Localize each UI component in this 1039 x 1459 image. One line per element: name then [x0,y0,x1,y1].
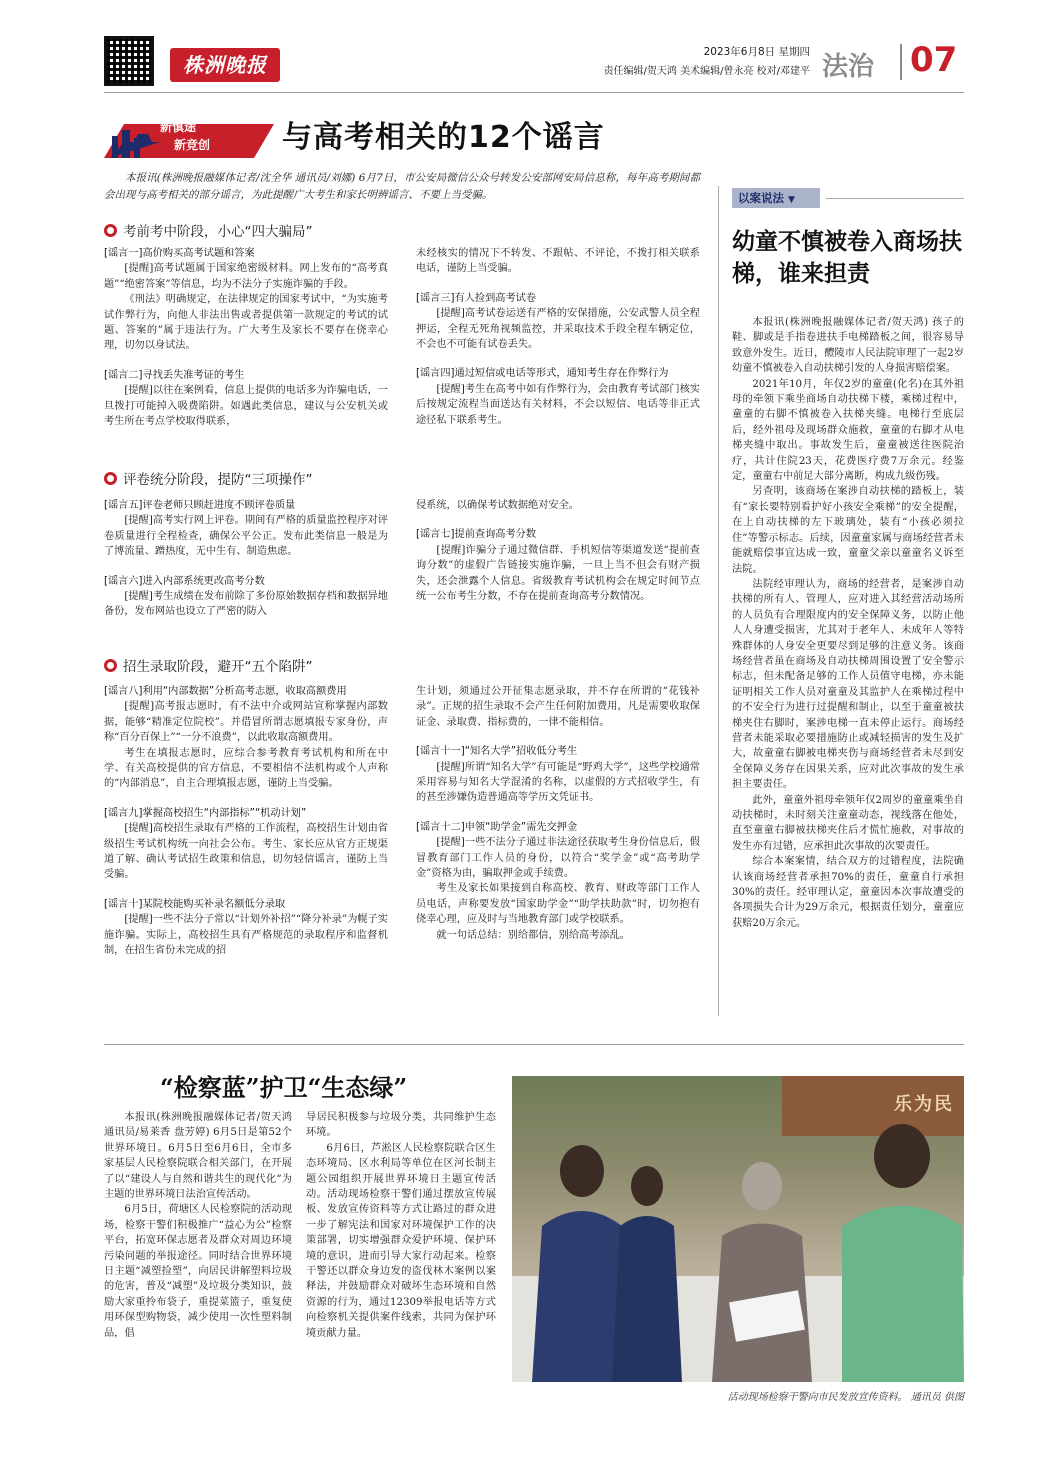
bottom-rule [104,1044,964,1045]
paragraph-gap [416,352,700,366]
rumor-paragraph: [提醒]所谓“知名大学”有可能是“野鸡大学”，这些学校通常采用容易与知名大学混淆的名称，以虚假的方式招收学生，有的甚至涉嫌伪造普通高等学历文凭证书。 [416,761,700,804]
article-paragraph: 法院经审理认为，商场的经营者，是案涉自动扶梯的所有人、管理人，应对进入其经营活动场所的人员负有合理限度内的安全保障义务，以防止他人人身遭受损害，尤其对于老年人、未成年人等特殊群体的人身安全更要尽到足够的注意义务。该商场经营者虽在商场及自动扶梯周围设置了安全警示标志，但未配备足够的工作人员值守电梯，亦未能证明相关工作人员对童童及其监护人在乘梯过程中的不安全行为进行过提醒和制止，以至于童童被扶梯夹住右脚时，案涉电梯一直未停止运行。商场经营者未能采取必要措施防止或减轻损害的发生及扩大，故童童右脚被电梯夹伤与商场经营者未尽到安全保障义务存在因果关系，应对此次事故的发生承担主要责任。 [732,578,964,791]
rumor-title: [谣言一]高价购买高考试题和答案 [104,248,255,259]
rumor-title: [谣言十一]“知名大学”招收低分考生 [416,746,578,758]
rumor-paragraph: 就一句话总结：别给都信，别给高考添乱。 [436,929,630,941]
rumor-title: [谣言八]利用“内部数据”分析高考志愿，收取高额费用 [104,686,347,697]
side-article-body [732,315,964,931]
rumor-title: [谣言十]某院校能购买补录名额低分录取 [104,898,286,910]
main-intro: 本报讯(株洲晚报融媒体记者/沈全华 通讯员/刘娜) 6月7日，市公安局微信公众号转发公安部网安局信息称，每年高考期间都会出现与高考相关的部分谣言，为此提醒广大考生和家长明辨谣言、不要上当受骗。 [104,172,700,201]
section-heading-3: 招生录取阶段，避开“五个陷阱” [104,655,313,675]
rumor-col-2-left [104,498,388,620]
article-paragraph: 本报讯(株洲晚报融媒体记者/贺天鸿) 孩子的鞋、脚或是手指卷进扶手电梯踏板之间，很容易导致意外发生。近日，醴陵市人民法院审理了一起2岁幼童不慎被卷入自动扶梯引发的人身损害赔偿案。 [732,317,964,375]
paper-logo: 株洲晚报 [170,48,280,82]
news-photo [512,1076,964,1382]
rumor-paragraph: [提醒]诈骗分子通过微信群、手机短信等渠道发送“提前查询分数”的虚假广告链接实施诈骗，一旦上当不但会有财产损失，还会泄露个人信息。省级教育考试机构会在规定时间节点统一公布考生分数，不存在提前查询高考分数情况。 [416,544,700,603]
section-name: 法治 [822,52,875,82]
rumor-title: [谣言九]掌握高校招生“内部指标”“机动计划” [104,807,307,819]
bottom-col-2 [306,1110,496,1341]
paragraph-gap [104,560,388,574]
rumor-paragraph: 考生在填报志愿时，应综合参考教育考试机构和所在中学、有关高校提供的官方信息，不要相信不法机构或个人声称的“内部消息”，自主合理填报志愿，谨防上当受骗。 [104,747,388,790]
rumor-paragraph: [提醒]高考试题属于国家绝密级材料。网上发布的“高考真题”“绝密答案”等信息，均为不法分子实施诈骗的手段。 [104,263,388,290]
paragraph-gap [104,792,388,806]
masthead-rule [104,92,964,93]
rumor-title: [谣言二]寻找丢失准考证的考生 [104,369,245,381]
section-heading-2: 评卷统分阶段，提防“三项操作” [104,468,313,488]
rumor-paragraph: 侵系统，以确保考试数据绝对安全。 [416,500,579,511]
article-paragraph: 本报讯(株洲晚报融媒体记者/贺天鸿 通讯员/易莱香 盘芳婷) 6月5日是第52个世界环境日。6月5日至6月6日，全市多家基层人民检察院联合相关部门，在开展了以“建设人与自然和谐共生的现代化”为主题的世界环境日法治宣传活动。 [104,1112,292,1201]
side-headline: 幼童不慎被卷入商场扶梯，谁来担责 [732,228,962,287]
section-heading-1: 考前考中阶段，小心“四大骗局” [104,220,313,240]
rumor-paragraph: [提醒]高校招生录取有严格的工作流程，高校招生计划由省级招生考试机构统一向社会公布。考生、家长应从官方正规渠道了解、确认考试招生政策和信息，切勿轻信谣言，谨防上当受骗。 [104,823,388,881]
paragraph-gap [416,730,700,744]
paragraph-gap [104,354,388,368]
column-line1: 新慎途 [160,120,197,134]
rumor-title: [谣言七]提前查询高考分数 [416,529,537,541]
triangle-down-icon: ▼ [788,195,795,205]
photo-banner-text: 乐为民 [894,1094,954,1115]
article-paragraph: 综合本案案情，结合双方的过错程度，法院确认该商场经营者承担70%的责任，童童自行承担30%的责任。经审理认定，童童因本次事故遭受的各项损失合计为29万余元，根据责任划分，童童应获赔20万余元。 [732,856,964,929]
rumor-col-3-left [104,684,388,959]
photo-caption: 活动现场检察干警向市民发放宣传资料。 通讯员 供图 [727,1392,964,1403]
case-rule [826,198,964,199]
rumor-paragraph: [提醒]一些不法分子常以“计划外补招”“降分补录”为幌子实施诈骗。实际上，高校招生具有严格规范的录取程序和监督机制，在招生省份未完成的招 [104,914,388,957]
article-paragraph: 2021年10月，年仅2岁的童童(化名)在其外祖母的牵领下乘坐商场自动扶梯下楼，乘梯过程中，童童的右脚不慎被卷入扶梯夹缝。电梯行至底层后，经外祖母及现场群众施救，童童的右脚才从电梯夹缝中取出。事故发生后，童童被送往医院治疗，共计住院23天，花费医疗费7万余元。经鉴定，童童右中前足大部分离断，构成九级伤残。 [732,378,964,483]
article-paragraph: 导居民积极参与垃圾分类，共同维护生态环境。 [306,1112,496,1139]
column-line2: 新竞创 [174,138,211,152]
rumor-paragraph: [提醒]高考试卷运送有严格的安保措施，公安武警人员全程押运，全程无死角视频监控，并采取技术手段全程车辆定位，不会也不可能有试卷丢失。 [416,308,700,351]
rumor-title: [谣言五]评卷老师只顾赶进度不顾评卷质量 [104,500,296,511]
rumor-col-1-right [416,246,700,428]
rumor-paragraph: [提醒]高考报志愿时，有不法中介或网站宣称掌握内部数据，能够“精准定位院校”。并借冒所谓志愿填报专家身份，声称“百分百保上”“一分不浪费”，以此收取高额费用。 [104,701,388,744]
bottom-headline: “检察蓝”护卫“生态绿” [160,1073,408,1102]
qr-code [104,36,154,86]
rumor-paragraph: 《刑法》明确规定，在法律规定的国家考试中，“为实施考试作弊行为，向他人非法出售或者提供第一款规定的考试的试题、答案的”属于违法行为。广大考生及家长不要存在侥幸心理，切勿以身试法。 [104,294,388,352]
rumor-paragraph: [提醒]考生成绩在发布前除了多份原始数据存档和数据异地备份，发布网站也设立了严密的防入 [104,591,388,618]
rumor-title: [谣言六]进入内部系统更改高考分数 [104,575,265,587]
rumor-title: [谣言十二]申领“助学金”需先交押金 [416,821,578,833]
section-divider [900,44,902,80]
rumor-paragraph: [提醒]一些不法分子通过非法途径获取考生身份信息后，假冒教育部门工作人员的身份，以符合“奖学金”或“高考助学金”资格为由，骗取押金或手续费。 [416,837,700,880]
photo-illustration [512,1076,964,1382]
rumor-paragraph: 考生及家长如果接到自称高校、教育、财政等部门工作人员电话，声称要发放“国家助学金”“助学扶助款”时，切勿抱有侥幸心理，应及时与当地教育部门或学校联系。 [416,883,700,926]
rumor-paragraph: 未经核实的情况下不转发、不跟帖、不评论，不拨打相关联系电话，谨防上当受骗。 [416,248,700,275]
paragraph-gap [416,806,700,820]
article-paragraph: 6月6日，芦淞区人民检察院联合区生态环境局、区水利局等单位在区河长制主题公园组织开展世界环境日主题宣传活动。活动现场检察干警们通过摆放宣传展板、发放宣传资料等方式让路过的群众进一步了解宪法和国家对环境保护工作的决策部署，切实增强群众爱护环境、保护环境的意识，进而引导大家行动起来。检察干警还以群众身边发的盗伐林木案例以案释法，并鼓励群众对破坏生态环境和自然资源的行为，通过12309举报电话等方式向检察机关提供案件线索，共同为保护环境贡献力量。 [306,1142,496,1339]
issue-date: 2023年6月8日 星期四 [703,46,810,58]
column-badge [104,112,274,158]
rumor-col-2-right [416,498,700,604]
editor-credits: 责任编辑/贺天鸿 美术编辑/曾永亮 校对/邓建平 [603,66,810,77]
rumor-title: [谣言三]有人捡到高考试卷 [416,292,537,304]
rumor-title: [谣言四]通过短信或电话等形式，通知考生存在作弊行为 [416,368,669,380]
rumor-col-3-right [416,684,700,943]
rumor-paragraph: 生计划，须通过公开征集志愿录取，并不存在所谓的“花钱补录”。正规的招生录取不会产生任何附加费用，凡是需要收取保证金、录取费、指标费的，一律不能相信。 [416,686,700,728]
article-paragraph: 另查明，该商场在案涉自动扶梯的踏板上，装有“家长要特别看护好小孩安全乘梯”的安全提醒，在上自动扶梯的左下玻璃处，装有“小孩必须拉住”等警示标志。后续，因童童家属与商场经营者未能就赔偿事宜达成一致，童童父亲以童童名义诉至法院。 [732,486,964,575]
paragraph-gap [416,513,700,527]
main-headline: 与高考相关的12个谣言 [282,120,605,155]
rumor-paragraph: [提醒]以往在案例看，信息上提供的电话多为诈骗电话，一旦拨打可能掉入吸费陷阱。如遇此类信息，建议与公安机关或考生所在考点学校取得联系， [104,385,388,428]
rumor-paragraph: [提醒]高考实行网上评卷。期间有严格的质量监控程序对评卷质量进行全程检查，确保公平公正。发布此类信息一般是为了博流量、蹭热度，无中生有、制造焦虑。 [104,515,388,558]
column-rule [718,186,719,1016]
article-paragraph: 此外，童童外祖母牵领年仅2周岁的童童乘坐自动扶梯时，未时刻关注童童动态，视线落在他处，直至童童右脚被扶梯夹住后才慌忙施救，对事故的发生亦有过错，应承担此次事故的次要责任。 [732,794,964,852]
rumor-col-1-left [104,246,388,429]
bottom-col-1 [104,1110,292,1341]
paragraph-gap [416,277,700,291]
case-tag: 以案说法 ▼ [732,188,820,208]
paragraph-gap [104,883,388,897]
rumor-paragraph: [提醒]考生在高考中如有作弊行为，会由教育考试部门核实后按规定流程当面送达有关材料，不会以短信、电话等非正式途径私下联系考生。 [416,383,700,426]
page-number: 07 [910,40,958,80]
article-paragraph: 6月5日，荷塘区人民检察院的活动现场，检察干警们积极推广“益心为公”检察平台，拓宽环保志愿者及群众对周边环境污染问题的举报途径。同时结合世界环境日主题“减塑捡塑”，向居民讲解塑料垃圾的危害，普及“减塑”及垃圾分类知识，鼓励大家重拎布袋子，重提菜篮子，重复使用环保型购物袋，减少使用一次性塑料制品，倡 [104,1204,292,1339]
